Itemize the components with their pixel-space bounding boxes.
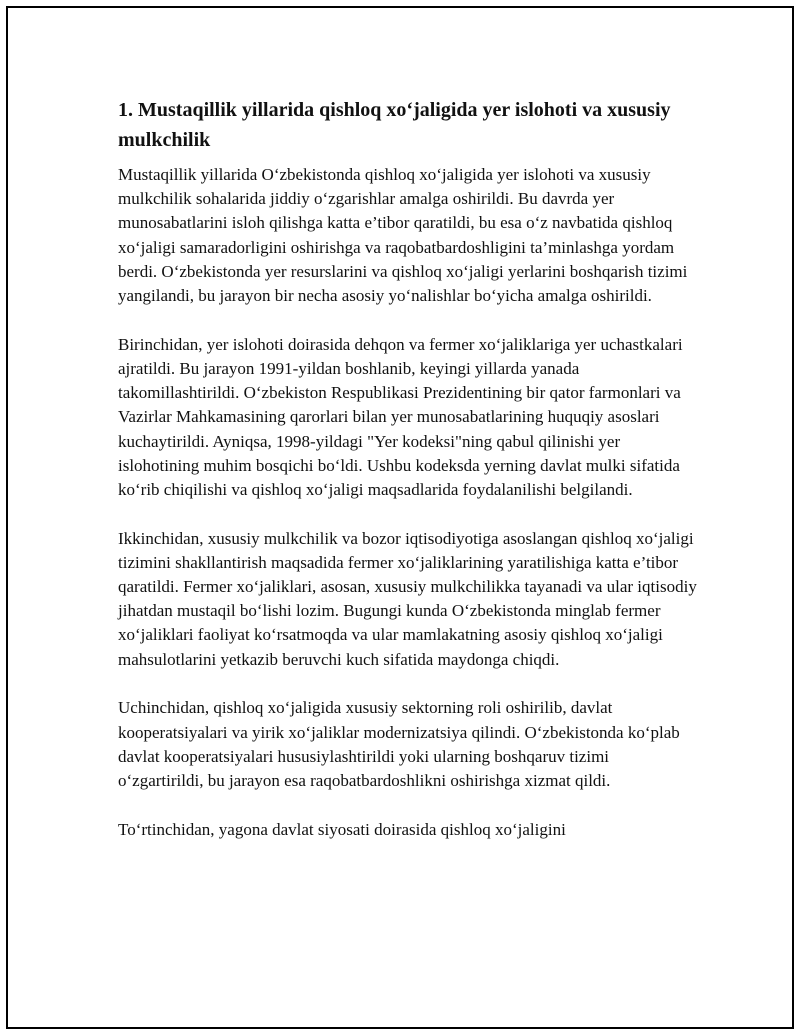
- paragraph-second-point: Ikkinchidan, xususiy mulkchilik va bozor iqtisodiyotiga asoslangan qishloq xo‘jaligi tizimini shakllantirish maqsadida fermer xo‘jaliklarining yaratilishiga katta e’tibor qaratildi. Fermer xo‘jaliklari, asosan, xususiy mulkchilikka tayanadi va ular iqtisodiy jihatdan mustaqil bo‘lishi lozim. Bugungi kunda O‘zbekistonda minglab fermer xo‘jaliklari faoliyat ko‘rsatmoqda va ular mamlakatning asosiy qishloq xo‘jaligi mahsulotlarini yetkazib beruvchi kuch sifatida maydonga chiqdi.: [118, 528, 697, 669]
- paragraph-first-point: Birinchidan, yer islohoti doirasida dehqon va fermer xo‘jaliklariga yer uchastkalari ajratildi. Bu jarayon 1991-yildan boshlanib, keyingi yillarda yanada takomillashtirildi. O‘zbekiston Respublikasi Prezidentining bir qator farmonlari va Vazirlar Mahkamasining qarorlari bilan yer munosabatlarining huquqiy asoslari kuchaytirildi. Ayniqsa, 1998-yildagi "Yer kodeksi"ning qabul qilinishi yer islohotining muhim bosqichi bo‘ldi. Ushbu kodeksda yerning davlat mulki sifatida ko‘rib chiqilishi va qishloq xo‘jaligi maqsadlarida foydalanilishi belgilandi.: [118, 334, 683, 499]
- paragraph-third-point: Uchinchidan, qishloq xo‘jaligida xususiy sektorning roli oshirilib, davlat kooperatsiyalari va yirik xo‘jaliklar modernizatsiya qilindi. O‘zbekistonda ko‘plab davlat kooperatsiyalari hususiylashtirildi yoki ularning boshqaruv tizimi o‘zgartirildi, bu jarayon esa raqobatbardoshlikni oshirishga xizmat qildi.: [118, 698, 680, 790]
- section-heading: 1. Mustaqillik yillarida qishloq xo‘jaligida yer islohoti va xususiy mulkchilik: [118, 99, 671, 151]
- paragraph-intro: Mustaqillik yillarida O‘zbekistonda qishloq xo‘jaligida yer islohoti va xususiy mulkchilik sohalarida jiddiy o‘zgarishlar amalga oshirildi. Bu davrda yer munosabatlarini isloh qilishga katta e’tibor qaratildi, bu esa o‘z navbatida qishloq xo‘jaligi samaradorligini oshirishga va raqobatbardoshligini ta’minlashga yordam berdi. O‘zbekistonda yer resurslarini va qishloq xo‘jaligi yerlarini boshqarish tizimi yangilandi, bu jarayon bir necha asosiy yo‘nalishlar bo‘yicha amalga oshirildi.: [118, 165, 688, 306]
- paragraph-fourth-point: To‘rtinchidan, yagona davlat siyosati doirasida qishloq xo‘jaligini: [118, 819, 566, 839]
- document-body: [118, 95, 698, 866]
